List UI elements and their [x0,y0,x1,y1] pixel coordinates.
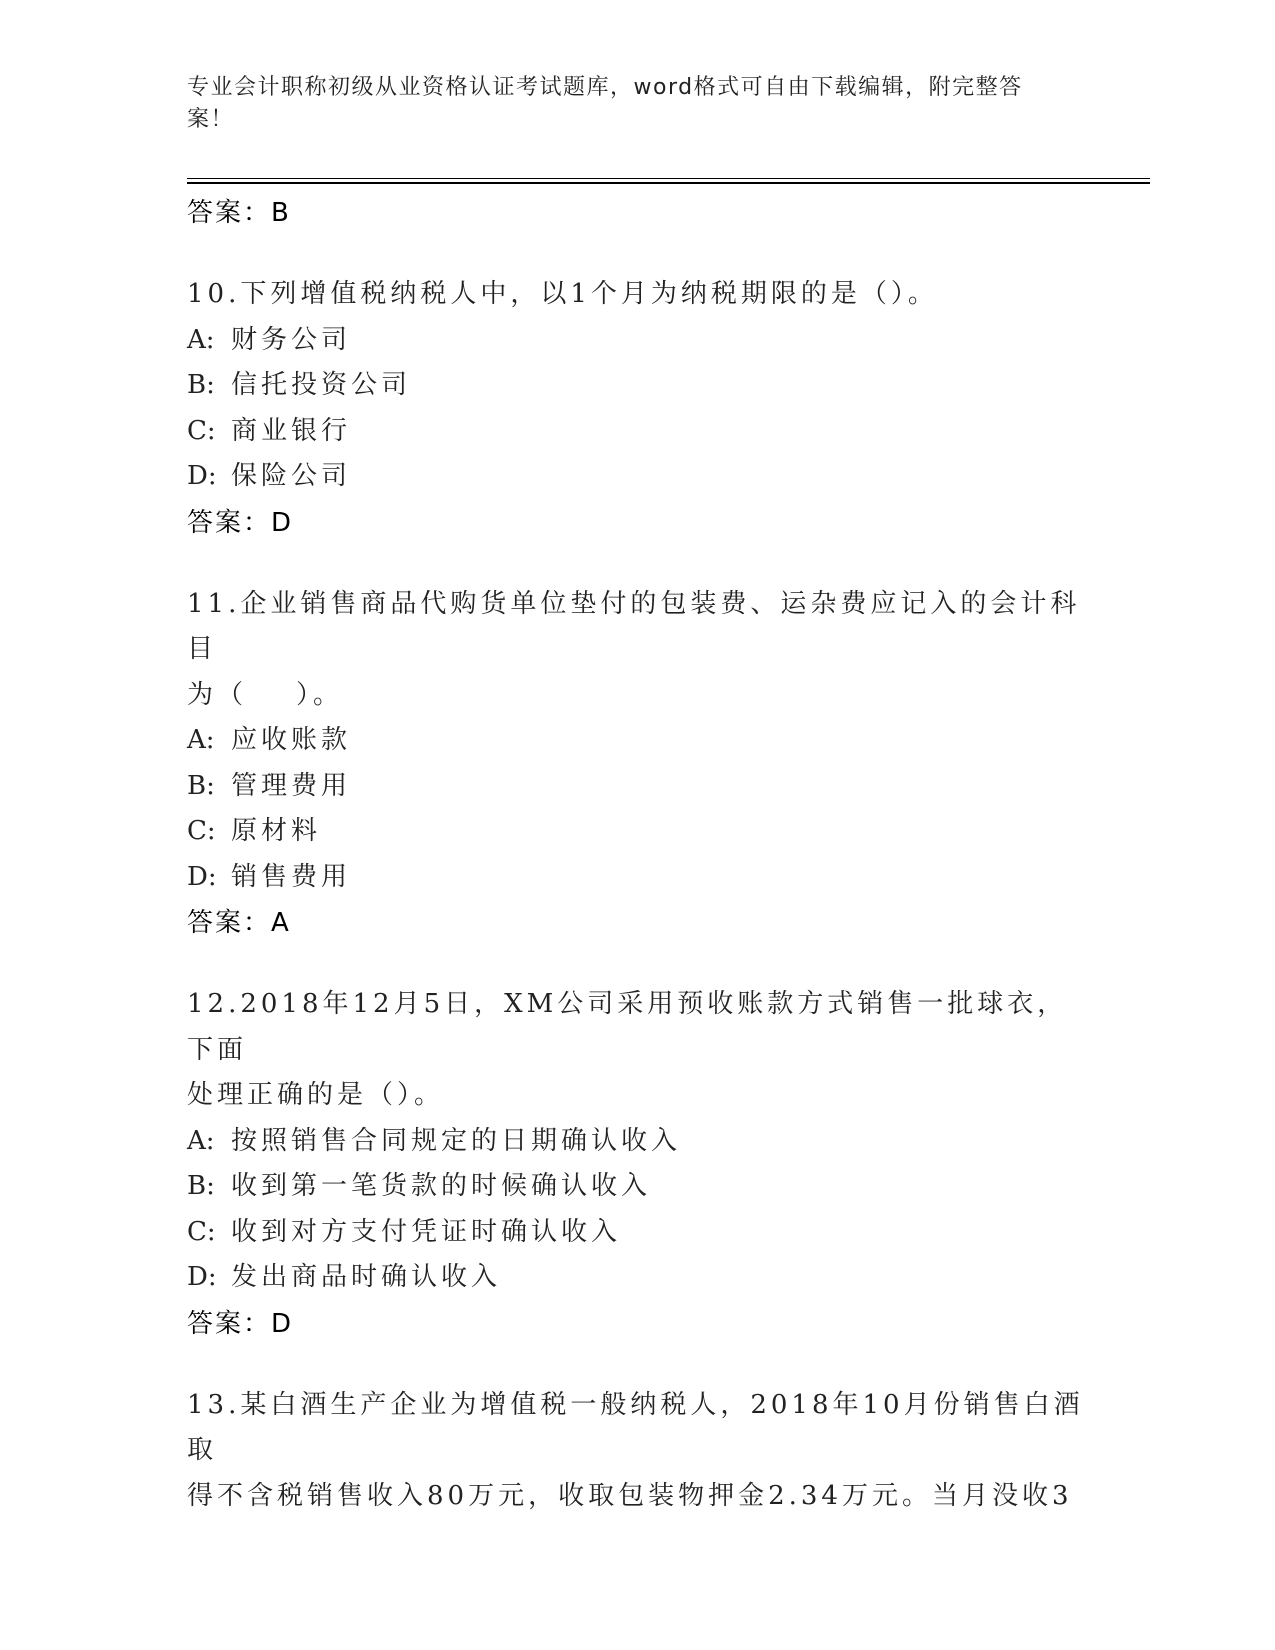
option-b [187,1164,1087,1210]
option-letter: B: [187,1171,215,1201]
question-13 [187,1383,1087,1520]
question-10 [187,272,1087,546]
option-a [187,1119,1087,1165]
option-text: 管理费用 [231,770,352,801]
option-a [187,318,1087,364]
option-text: 商业银行 [231,415,352,446]
question-11 [187,582,1087,947]
question-stem-continued: 得不含税销售收入80万元，收取包装物押金2.34万元。当月没收3 [187,1480,1073,1511]
option-text: 信托投资公司 [231,370,412,400]
option-letter: C: [187,1216,216,1247]
question-12 [187,982,1087,1347]
option-text: 收到第一笔货款的时候确认收入 [231,1171,652,1201]
option-letter: A: [187,1125,215,1156]
option-letter: B: [187,770,215,801]
option-d [187,855,1087,901]
option-letter: A: [187,725,215,755]
option-d [187,454,1087,500]
option-text: 财务公司 [231,324,352,355]
question-list [187,190,1087,1519]
question-stem: 12.2018年12月5日，XM公司采用预收账款方式销售一批球衣，下面 [187,989,1068,1065]
answer-line: 答案：A [187,908,291,938]
option-letter: C: [187,415,216,446]
option-text: 原材料 [231,816,322,846]
option-a [187,718,1087,764]
header-divider-thin [187,178,1150,179]
option-letter: A: [187,324,215,355]
option-letter: C: [187,816,216,846]
question-stem-continued: 处理正确的是（）。 [187,1080,445,1110]
header-divider-thick [187,182,1150,184]
document-header: 专业会计职称初级从业资格认证考试题库，word格式可自由下载编辑，附完整答案！ [187,75,1023,132]
option-letter: D: [187,461,217,491]
option-text: 应收账款 [231,725,352,755]
question-stem: 10.下列增值税纳税人中，以1个月为纳税期限的是（）。 [187,279,938,309]
question-stem: 13.某白酒生产企业为增值税一般纳税人，2018年10月份销售白酒取 [187,1389,1084,1465]
option-letter: D: [187,1262,217,1292]
answer-line: 答案：D [187,1308,294,1339]
option-b [187,764,1087,810]
option-text: 销售费用 [231,861,352,892]
option-c [187,1210,1087,1256]
option-text: 收到对方支付凭证时确认收入 [231,1216,622,1247]
option-b [187,363,1087,409]
option-text: 发出商品时确认收入 [231,1262,502,1292]
question-stem-continued: 为（ ）。 [187,679,344,710]
option-c [187,809,1087,855]
answer-line: 答案：B [187,198,291,228]
option-letter: B: [187,370,215,400]
option-text: 按照销售合同规定的日期确认收入 [231,1125,682,1156]
option-c [187,409,1087,455]
answer-line: 答案：D [187,507,294,538]
option-letter: D: [187,861,217,892]
option-d [187,1255,1087,1301]
option-text: 保险公司 [231,461,352,491]
question-stem: 11.企业销售商品代购货单位垫付的包装费、运杂费应记入的会计科目 [187,588,1081,664]
